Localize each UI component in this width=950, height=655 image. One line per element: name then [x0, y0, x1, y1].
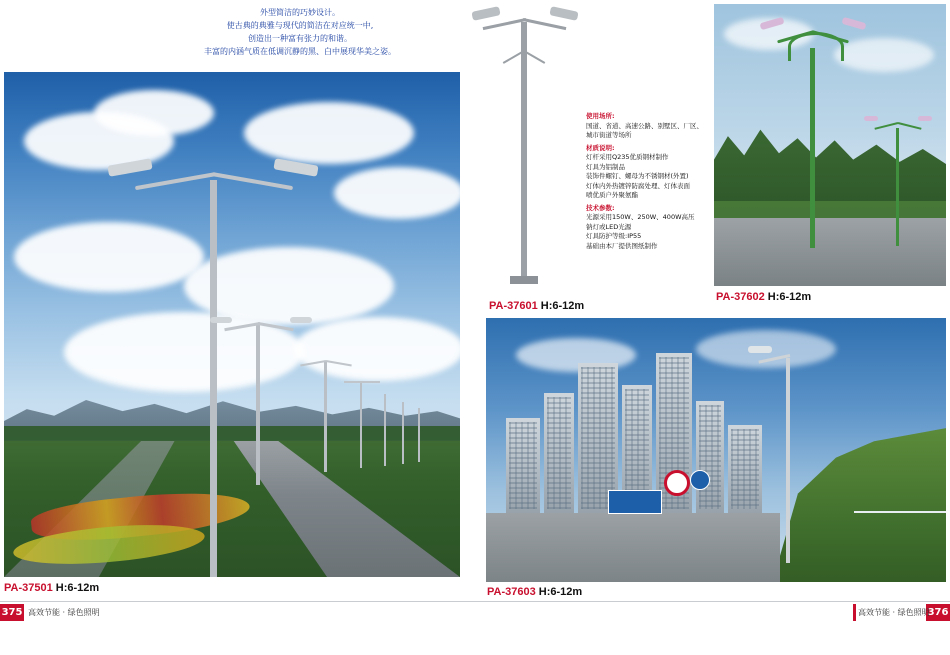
lamp-pole-distant [256, 325, 260, 485]
lamp-ornament-loop [788, 32, 844, 61]
lamp-pole-green-main [810, 48, 815, 248]
specs-tech-line: 基础由本厂提供图纸制作 [586, 241, 658, 250]
lamp-arm-right [523, 18, 567, 30]
lamp-head-right [549, 6, 578, 21]
lamp-pole-green-secondary [896, 128, 899, 246]
caption-code: PA-37602 [716, 291, 765, 303]
building [506, 418, 540, 513]
poem-text [130, 6, 470, 58]
main-road [486, 513, 780, 582]
lamp-head [748, 346, 772, 353]
page-number-right: 376 [926, 604, 950, 621]
specs-material-line: 装饰件螺钉、螺母为不锈钢材(外置) [586, 172, 689, 180]
lamp-base [510, 276, 538, 284]
footer-divider [0, 601, 950, 602]
page-number-left: 375 [0, 604, 24, 621]
caption-spec: H:6-12m [540, 300, 585, 312]
lamp-head-left [471, 6, 500, 21]
cloud-shape [244, 102, 414, 164]
specs-material-line: 灯杆采用Q235优质钢材制作 [586, 153, 669, 161]
building [544, 393, 574, 513]
lamp-pole-main [521, 22, 527, 280]
photo-city-road-pa37603 [486, 318, 946, 582]
lamp-pole-distant [402, 402, 404, 464]
cloud-shape [14, 222, 204, 292]
footer-text-left: 高效节能 · 绿色照明 [28, 608, 100, 617]
specs-usage-header: 使用场所: [586, 112, 615, 120]
lamp-pole-distant [384, 394, 386, 466]
lamp-pole-main [210, 180, 217, 577]
photo-green-lamp-pa37602 [714, 4, 946, 286]
caption-spec: H:6-12m [767, 291, 812, 303]
lamp-arm [362, 381, 380, 383]
poem-line-1: 外型简洁的巧妙设计。 [260, 8, 340, 17]
building [696, 401, 724, 513]
caption-pa37601 [489, 300, 584, 312]
cloud-shape [834, 38, 934, 72]
caption-spec: H:6-12m [538, 586, 583, 598]
specs-material-line: 喷优质户外聚氨酯 [586, 191, 638, 199]
sign-direction-board [608, 490, 662, 514]
main-road [714, 218, 946, 286]
lamp-head [210, 317, 232, 323]
lamp-head [864, 116, 878, 121]
footer-accent-bar [853, 604, 856, 621]
caption-spec: H:6-12m [55, 582, 100, 594]
caption-pa37603 [487, 586, 582, 598]
sign-speed-limit [664, 470, 690, 496]
footer-text-right: 高效节能 · 绿色照明 [858, 608, 930, 617]
cloud-shape [516, 338, 636, 372]
lamp-head [918, 116, 932, 121]
caption-pa37602 [716, 291, 811, 303]
specs-tech-line: 灯具防护等级:IP55 [586, 232, 642, 240]
lamp-pole-distant [418, 408, 420, 462]
lamp-drawing [466, 4, 586, 292]
caption-code: PA-37501 [4, 582, 53, 594]
caption-pa37501 [4, 582, 99, 594]
caption-code: PA-37603 [487, 586, 536, 598]
poem-line-4: 丰富的内涵气质在低调沉静的黑、白中展现华美之姿。 [204, 47, 396, 56]
specs-tech-line: 钠灯或LED光源 [586, 222, 632, 231]
distant-lamp-row [232, 330, 451, 441]
poem-line-2: 使古典的典雅与现代的简洁在对应统一中, [226, 21, 374, 30]
photo-lamp-drawing-pa37601 [466, 4, 708, 292]
photo-street-light-pa37501 [4, 72, 460, 577]
cloud-shape [334, 167, 460, 219]
specs-tech-line: 光源采用150W、250W、400W高压 [586, 213, 695, 221]
lamp-arm [344, 381, 362, 383]
lamp-arm [300, 360, 326, 366]
road-railing [854, 511, 946, 566]
sign-round-blue [690, 470, 710, 490]
specs-material-header: 材质说明: [586, 143, 615, 152]
lamp-pole-main [786, 358, 790, 563]
specs-block [586, 112, 706, 251]
specs-usage-body: 国道、省道、高速公路、别墅区、厂区、城市街道等场所 [586, 121, 703, 139]
lamp-arm [326, 360, 352, 366]
poem-line-3: 创造出一种富有张力的和谐。 [248, 34, 352, 43]
lamp-pole-distant [324, 362, 327, 472]
caption-code: PA-37601 [489, 300, 538, 312]
building [728, 425, 762, 513]
specs-material-line: 灯体内外热镀锌防腐处理、灯体表面 [586, 181, 690, 190]
specs-tech-header: 技术参数: [586, 203, 615, 212]
lamp-pole-distant [360, 382, 362, 468]
specs-material-line: 灯具为铝制品 [586, 162, 625, 171]
cloud-shape [94, 90, 214, 136]
lamp-head [290, 317, 312, 323]
lamp-arm-left [483, 18, 527, 30]
